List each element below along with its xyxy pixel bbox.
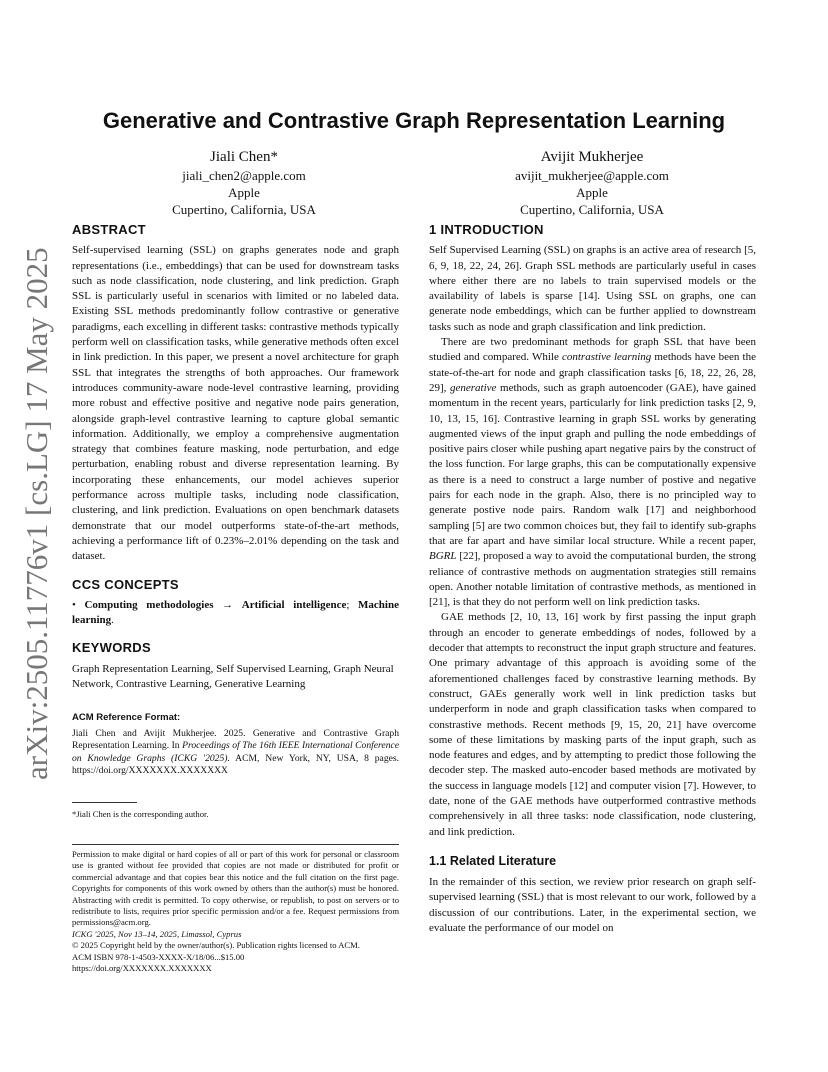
author-name: Avijit Mukherjee — [540, 149, 644, 165]
abstract-text: Self-supervised learning (SSL) on graphs generates node and graph representations (i.e., embeddings) that can be used for downstream tasks such as node classification, node clustering, and link prediction. Graph SSL is particularly useful in scenarios with limited or no labeled data. Existing SSL methods predominantly follow contrastive or generative paradigms, each excelling in different tasks: contrastive methods typically perform well on classification tasks, while generative methods often excel in link prediction. In this paper, we present a novel architecture for graph SSL that integrates the strengths of both approaches. Our framework introduces community-aware node-level contrastive learning, providing more robust and effective positive and negative node pairs generation, alongside graph-level contrastive learning to capture global semantic information. Additionally, we employ a comprehensive augmentation strategy that combines feature masking, node perturbation, and edge perturbation, enabling robust and diverse representation learning. By incorporating these enhancements, our model achieves superior performance across multiple tasks, including node classification, clustering, and link prediction. Evaluations on open benchmark datasets demonstrate that our model outperforms state-of-the-art methods, achieving a performance lift of 0.23%–2.01% depending on the task and dataset. — [72, 244, 399, 563]
copyright-line: © 2025 Copyright held by the owner/author(s). Publication rights licensed to ACM. — [72, 940, 360, 951]
footnote: *Jiali Chen is the corresponding author. — [72, 808, 209, 819]
keywords-text: Graph Representation Learning, Self Supervised Learning, Graph Neural Network, Contrastive Learning, Generative Learning — [72, 662, 394, 691]
intro-heading: 1 INTRODUCTION — [429, 222, 544, 237]
acm-ref-text: Jiali Chen and Avijit Mukherjee. 2025. Generative and Contrastive Graph Representation Learning. In Proceedings of The 16th IEEE International Conference on Knowledge Graphs (ICKG '2025). ACM, New York, NY, USA, 8 pages. https://doi.org/XXXXXXX.XXXXXXX — [72, 727, 400, 777]
left-column — [72, 222, 399, 974]
keywords-heading: KEYWORDS — [72, 640, 151, 656]
related-paragraph: In the remainder of this section, we review prior research on graph self-supervised learning (SSL) that is most relevant to our work, followed by a discussion of our contributions. Later, in the experimental section, we evaluate the performance of our model on — [429, 876, 756, 935]
author-block-1 — [94, 147, 394, 218]
intro-paragraph-3: GAE methods [2, 10, 13, 16] work by first passing the input graph through an encoder to generate embeddings of nodes, followed by a decoder that attempts to reconstruct the input graph structure and features. One primary advantage of this approach is avoiding some of the aforementioned challenges faced by constrastive learning methods. By construct, GAEs generally work well in link prediction tasks but underperform in node and graph classification tasks when compared to constrastive methods. Recent methods [9, 15, 20, 21] have overcome some of these limitations by masking parts of the input graph, such as node features and edges, and by attempting to predict those following the decoder step. The masked auto-encoder based methods are motivated by the success in language models [12] and computer vision [7]. However, to date, none of the GAE methods have outperformed contrastive methods comprehensively in all three tasks: node classification, node clustering, and link prediction. — [429, 611, 756, 838]
author-location: Cupertino, California, USA — [520, 202, 664, 217]
acm-ref-heading: ACM Reference Format: — [72, 712, 181, 724]
intro-paragraph-2: There are two predominant methods for graph SSL that have been studied and compared. While contrastive learning methods have been the state-of-the-art for node and graph classification tasks [6, 18, 22, 26, 28, 29], generative methods, such as graph autoencoder (GAE), have gained momentum in the recent years, particularly for link prediction tasks [2, 9, 10, 13, 15, 16]. Contrastive learning in graph SSL works by generating augmented views of the input graph and pulling the node embeddings of positive pairs closer while pushing apart negative pairs by the construct of the loss function. For large graphs, this can be computationally expensive as there is a need to construct a large number of postive and negative pairs for each node in the graph. Also, there is no principled way to generate postive node pairs. Random walk [17] and neighborhood sampling [5] are two common choices but, they fail to identify sub-graphs that are far apart and have similar local structure. While a recent paper, BGRL [22], proposed a way to avoid the computational burden, the strong reliance of contrastive methods on augmentation strategies still remains open. Another notable limitation of contrastive methods, as mentioned in [21], is that they do not perform well on link prediction tasks. — [429, 336, 757, 609]
footnote-rule — [72, 802, 137, 803]
right-column — [429, 222, 756, 936]
author-email[interactable]: jiali_chen2@apple.com — [182, 168, 306, 183]
related-heading: 1.1 Related Literature — [429, 853, 557, 868]
permission-block — [72, 844, 399, 974]
intro-paragraph-1: Self Supervised Learning (SSL) on graphs is an active area of research [5, 6, 9, 18, 22, 24, 26]. Graph SSL methods are particularly useful in cases where either there are no labels to train supervised models or the availability of labels is sparse [14]. Using SSL on graphs, one can generate node embeddings, which can be further applied to downstream tasks such as node and graph classification and link prediction. — [429, 244, 756, 333]
author-location: Cupertino, California, USA — [172, 202, 316, 217]
author-name: Jiali Chen* — [210, 149, 278, 165]
author-org: Apple — [228, 185, 260, 200]
doi-link[interactable]: https://doi.org/XXXXXXX.XXXXXXX — [72, 962, 212, 973]
arxiv-identifier: arXiv:2505.11776v1 [cs.LG] 17 May 2025 — [19, 247, 54, 780]
author-org: Apple — [576, 185, 608, 200]
isbn-line: ACM ISBN 978-1-4503-XXXX-X/18/06...$15.00 — [72, 951, 245, 962]
ccs-heading: CCS CONCEPTS — [72, 576, 179, 592]
paper-title: Generative and Contrastive Graph Representation Learning — [102, 108, 726, 133]
author-block-2 — [442, 147, 742, 218]
abstract-heading: ABSTRACT — [72, 222, 146, 237]
ccs-concepts: • Computing methodologies → Artificial intelligence; Machine learning. — [72, 598, 399, 627]
author-email[interactable]: avijit_mukherjee@apple.com — [515, 168, 669, 183]
permission-text: Permission to make digital or hard copies of all or part of this work for personal or classroom use is granted without fee provided that copies are not made or distributed for profit or commercial advantage and that copies bear this notice and the full citation on the first page. Copyrights for components of this work owned by others than the author(s) must be honored. Abstracting with credit is permitted. To copy otherwise, or republish, to post on servers or to redistribute to lists, requires prior specific permission and/or a fee. Request permissions from permissions@acm.org. — [72, 848, 399, 928]
conference-line: ICKG '2025, Nov 13–14, 2025, Limassol, Cyprus — [72, 928, 242, 939]
